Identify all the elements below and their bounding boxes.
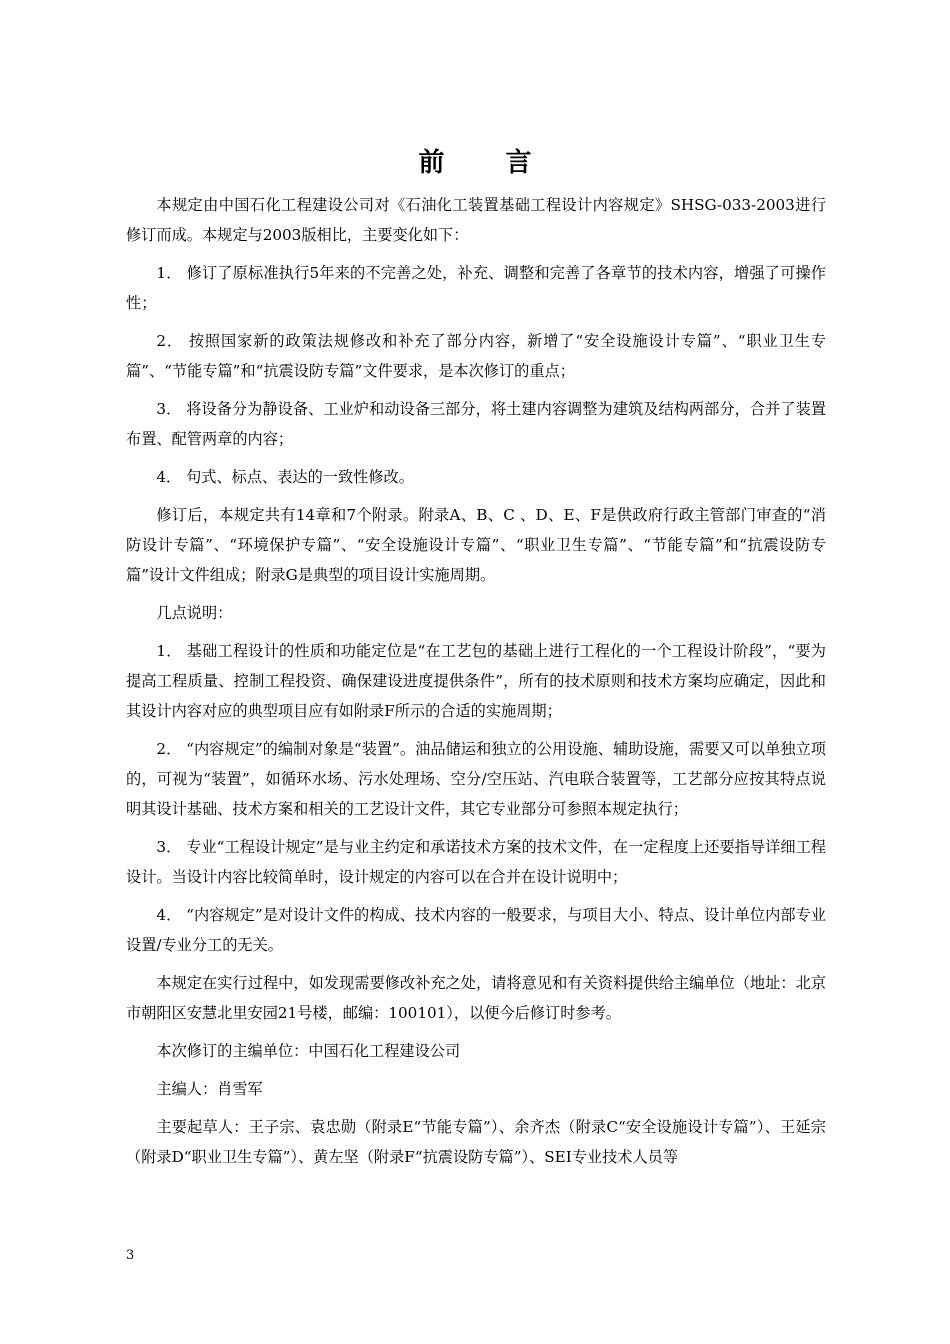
document-body xyxy=(126,190,826,1180)
paragraph-change-2: 2． 按照国家新的政策法规修改和补充了部分内容，新增了“安全设施设计专篇”、“职业卫生专篇”、“节能专篇”和“抗震设防专篇”文件要求，是本次修订的重点； xyxy=(126,332,826,380)
paragraph-change-3: 3． 将设备分为静设备、工业炉和动设备三部分，将土建内容调整为建筑及结构两部分，合并了装置布置、配管两章的内容； xyxy=(126,400,826,448)
paragraph-drafters: 主要起草人：王子宗、袁忠勋（附录E“节能专篇”）、余齐杰（附录C“安全设施设计专篇”）、王延宗（附录D“职业卫生专篇”）、黄左坚（附录F“抗震设防专篇”）、SEI专业技术人员等 xyxy=(126,1118,826,1166)
paragraph-chief-editor: 主编人：肖雪军 xyxy=(156,1080,263,1098)
paragraph-note-3: 3． 专业“工程设计规定”是与业主约定和承诺技术方案的技术文件，在一定程度上还要指导详细工程设计。当设计内容比较简单时，设计规定的内容可以在合并在设计说明中； xyxy=(126,838,826,886)
paragraph-note-2: 2． “内容规定”的编制对象是“装置”。油品储运和独立的公用设施、辅助设施，需要又可以单独立项的，可视为“装置”，如循环水场、污水处理场、空分/空压站、汽电联合装置等，工艺部分应按其特点说明其设计基础、技术方案和相关的工艺设计文件，其它专业部分可参照本规定执行； xyxy=(126,740,826,818)
paragraph-note-4: 4． “内容规定”是对设计文件的构成、技术内容的一般要求，与项目大小、特点、设计单位内部专业设置/专业分工的无关。 xyxy=(126,906,826,954)
paragraph-change-4: 4． 句式、标点、表达的一致性修改。 xyxy=(156,468,414,486)
page-number: 3 xyxy=(126,1248,135,1263)
paragraph-note-1: 1． 基础工程设计的性质和功能定位是“在工艺包的基础上进行工程化的一个工程设计阶段”，“要为提高工程质量、控制工程投资、确保建设进度提供条件”，所有的技术原则和技术方案均应确定，因此和其设计内容对应的典型项目应有如附录F所示的合适的实施周期； xyxy=(126,642,826,720)
paragraph-structure: 修订后，本规定共有14章和7个附录。附录A、B、C 、D、E、F是供政府行政主管部门审查的“消防设计专篇”、“环境保护专篇”、“安全设施设计专篇”、“职业卫生专篇”、“节能专篇”和“抗震设防专篇”设计文件组成；附录G是典型的项目设计实施周期。 xyxy=(126,506,826,584)
paragraph-intro: 本规定由中国石化工程建设公司对《石油化工装置基础工程设计内容规定》SHSG-033-2003进行修订而成。本规定与2003版相比，主要变化如下： xyxy=(126,196,826,244)
paragraph-chief-unit: 本次修订的主编单位：中国石化工程建设公司 xyxy=(156,1042,461,1060)
paragraph-feedback: 本规定在实行过程中，如发现需要修改补充之处，请将意见和有关资料提供给主编单位（地址：北京市朝阳区安慧北里安园21号楼，邮编：100101），以便今后修订时参考。 xyxy=(126,974,826,1022)
page-title: 前 言 xyxy=(418,148,558,178)
paragraph-change-1: 1． 修订了原标准执行5年来的不完善之处，补充、调整和完善了各章节的技术内容，增强了可操作性； xyxy=(126,264,826,312)
paragraph-notes-heading: 几点说明： xyxy=(156,604,233,622)
